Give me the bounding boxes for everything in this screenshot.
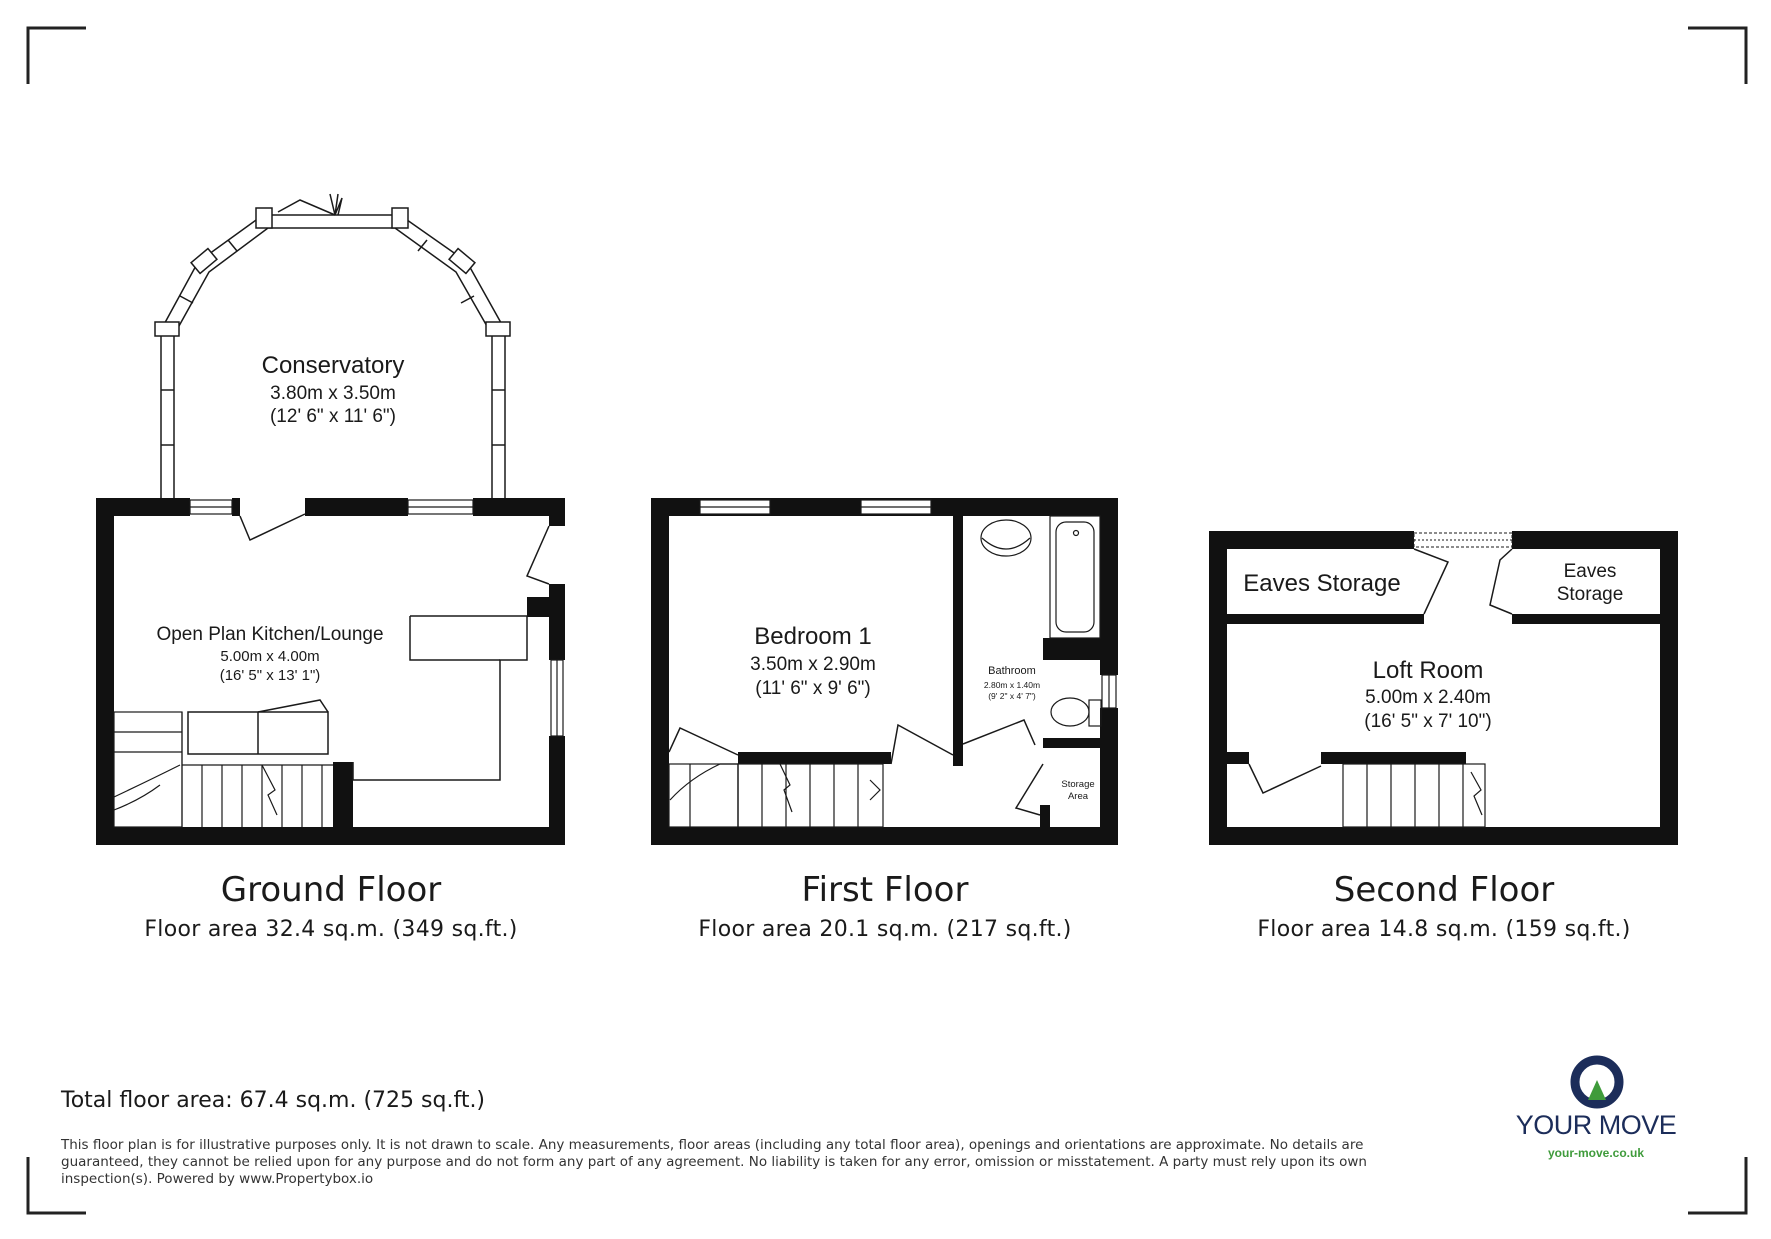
bathroom-imperial: (9' 2" x 4' 7") <box>988 691 1036 701</box>
bathroom-metric: 2.80m x 1.40m <box>983 680 1041 690</box>
total-floor-area: Total floor area: 67.4 sq.m. (725 sq.ft.) <box>61 1088 486 1113</box>
crop-mark-top-right <box>1688 28 1746 84</box>
first-floor-area: Floor area 20.1 sq.m. (217 sq.ft.) <box>698 917 1072 942</box>
disclaimer-text: This floor plan is for illustrative purposes only. It is not drawn to scale. Any measurements, floor areas (including any total floor area), openings and orientations are approximate. No details are guaranteed, they cannot be relied upon for any purpose and do not form any part of any agreement. No liability is taken for any error, omission or misstatement. A party must rely upon its own inspection(s). Powered by www.Propertybox.io <box>61 1137 1367 1187</box>
loft-room-imperial: (16' 5" x 7' 10") <box>1364 711 1492 732</box>
ground-floor-walls <box>96 498 565 845</box>
kitchen-name: Open Plan Kitchen/Lounge <box>156 624 384 645</box>
ground-floor-plan <box>96 194 565 845</box>
eaves-storage-left-name: Eaves Storage <box>1243 570 1401 597</box>
second-floor-title: Second Floor <box>1333 870 1555 910</box>
conservatory-name: Conservatory <box>261 352 405 379</box>
room-labels <box>156 352 1623 802</box>
second-floor-skylight <box>1414 533 1512 547</box>
first-floor-plan <box>651 498 1118 845</box>
loft-room-metric: 5.00m x 2.40m <box>1365 687 1491 708</box>
first-floor-stairs <box>669 764 883 827</box>
ground-floor-windows <box>190 500 563 736</box>
ground-floor-area: Floor area 32.4 sq.m. (349 sq.ft.) <box>144 917 518 942</box>
ground-floor-doors <box>240 514 549 584</box>
logo-url: your-move.co.uk <box>1547 1146 1645 1160</box>
first-floor-walls <box>651 498 1118 845</box>
loft-room-name: Loft Room <box>1372 657 1484 684</box>
first-floor-title: First Floor <box>801 870 969 910</box>
crop-mark-bottom-right <box>1688 1157 1746 1213</box>
eaves-storage-right-line1: Eaves <box>1563 561 1617 582</box>
conservatory-glazing <box>155 194 510 498</box>
crop-mark-top-left <box>28 28 86 84</box>
bedroom-metric: 3.50m x 2.90m <box>750 654 876 675</box>
bathroom-name: Bathroom <box>988 665 1036 677</box>
conservatory-imperial: (12' 6" x 11' 6") <box>269 406 397 427</box>
ground-floor-stairs <box>114 712 333 827</box>
first-floor-windows <box>700 500 1116 708</box>
storage-area-line2: Area <box>1067 791 1089 802</box>
crop-marks <box>28 28 1746 1213</box>
bedroom-name: Bedroom 1 <box>754 623 872 650</box>
kitchen-metric: 5.00m x 4.00m <box>220 648 320 665</box>
kitchen-imperial: (16' 5" x 13' 1") <box>219 667 321 684</box>
ground-floor-title: Ground Floor <box>220 870 442 910</box>
second-floor-stairs <box>1343 764 1485 827</box>
storage-area-line1: Storage <box>1061 779 1095 790</box>
bedroom-imperial: (11' 6" x 9' 6") <box>755 678 871 699</box>
second-floor-area: Floor area 14.8 sq.m. (159 sq.ft.) <box>1257 917 1631 942</box>
eaves-storage-right-line2: Storage <box>1556 584 1624 605</box>
conservatory-metric: 3.80m x 3.50m <box>270 383 396 404</box>
your-move-logo-icon <box>1575 1060 1619 1104</box>
first-floor-doors <box>669 720 1043 815</box>
logo-wordmark: YOUR MOVE <box>1515 1110 1677 1140</box>
